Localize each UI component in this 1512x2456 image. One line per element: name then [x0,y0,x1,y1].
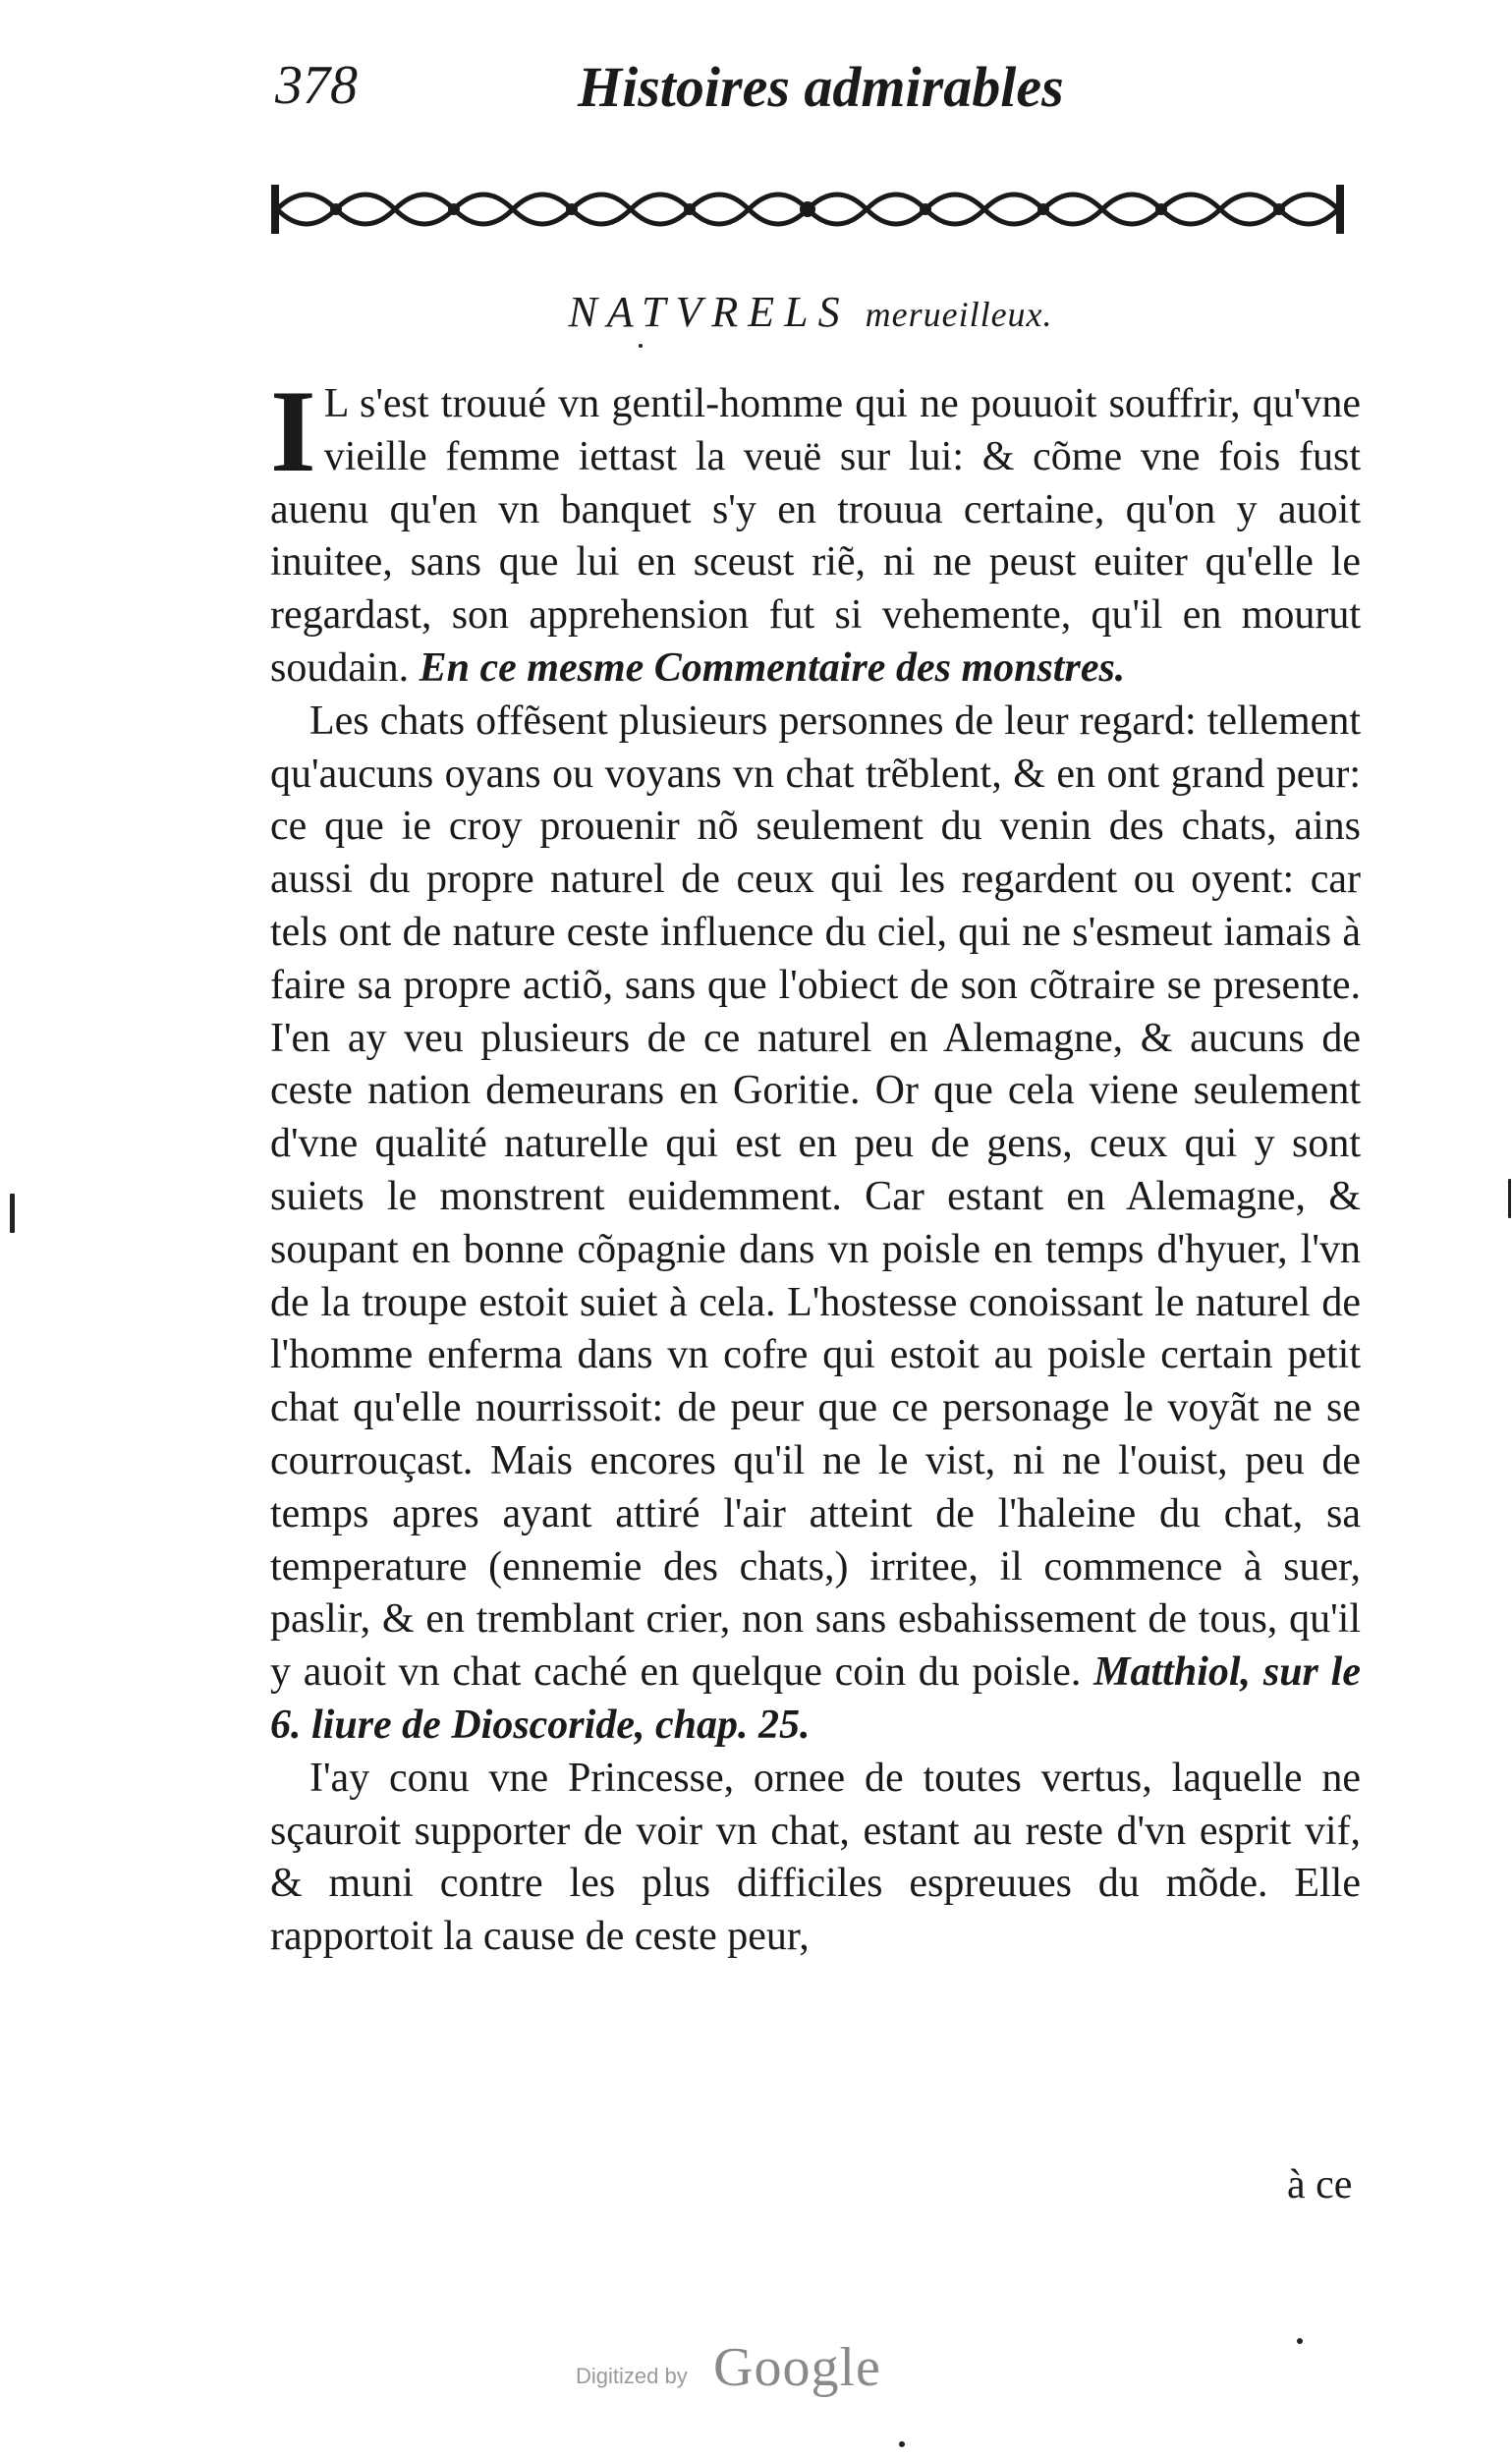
citation-2: Matthiol, sur le 6. liure de Dioscoride, chap. 25. [270,1649,1361,1748]
ink-speck [10,1194,15,1233]
watermark-small-text: Digitized by [576,2364,688,2388]
section-title [265,287,1356,337]
running-title: Histoires admirables [578,55,1064,119]
paragraph-3-text: I'ay conu vne Princesse, ornee de toutes vertus, laquelle ne sçauroit supporter de voir vn chat, estant au reste d'vn esprit vif, & muni contre les plus difficiles espreuues du mõde. Elle rapportoit la cause de ceste peur, [270,1755,1361,1960]
paragraph-2-text: Les chats offẽsent plusieurs personnes de leur regard: tellement qu'aucuns oyans ou voyans vn chat trẽblent, & en ont grand peur: ce que ie croy prouenir nõ seulement du venin des chats, ains aussi du propre naturel de ceux qui les regardent ou oyent: car tels ont de nature ceste influence du ciel, qui ne s'esmeut iamais à faire sa propre actiõ, sans que l'obiect de son cõtraire se presente. I'en ay veu plusieurs de ce naturel en Alemagne, & aucuns de ceste nation demeurans en Goritie. Or que cela viene seulement d'vne qualité naturelle qui est en peu de gens, ceux qui y sont suiets le monstrent euidemment. Car estant en Alemagne, & soupant en bonne cõpagnie dans vn poisle en temps d'hyuer, l'vn de la troupe estoit suiet à cela. L'hostesse conoissant le naturel de l'homme enferma dans vn cofre qui estoit au poisle certain petit chat qu'elle nourrissoit: de peur que ce personage le voyãt ne se courrouçast. Mais encores qu'il ne le vist, ni ne l'ouist, peu de temps apres ayant attiré l'air atteint de l'haleine du chat, sa temperature (ennemie des chats,) irritee, il commence à suer, paslir, & en tremblant crier, non sans esbahissement de tous, qu'il y auoit vn chat caché en quelque coin du poisle. [270,698,1361,1696]
decorative-ornament-band [267,175,1348,244]
paragraph-1-text: L s'est trouué vn gentil-homme qui ne pouuoit souffrir, qu'vne vieille femme iettast la veuë sur lui: & cõme vne fois fust auenu qu'en vn banquet s'y en trouua certaine, qu'on y auoit inuitee, sans que lui en sceust riẽ, ni ne peust euiter qu'elle le regardast, son apprehension fut si vehemente, qu'il en mourut soudain. [270,381,1361,691]
drop-capital: I [270,365,316,496]
section-title-caps: NATVRELS [568,288,850,336]
ink-speck [1297,2338,1303,2344]
paragraph-3 [270,1753,1361,1964]
paragraph-2 [270,696,1361,1753]
ink-speck [1508,1179,1511,1218]
section-title-rest: merueilleux. [865,295,1053,334]
digitization-watermark [576,2336,910,2398]
page-header [265,54,1366,133]
page-number: 378 [275,55,358,116]
ink-speck [899,2441,905,2447]
paragraph-1 [270,365,1361,696]
citation-1: En ce mesme Commentaire des monstres. [419,644,1126,691]
google-logo: Google [713,2337,881,2398]
body-text [270,365,1361,1964]
catchword: à ce [1287,2162,1353,2207]
ink-speck [639,344,643,348]
